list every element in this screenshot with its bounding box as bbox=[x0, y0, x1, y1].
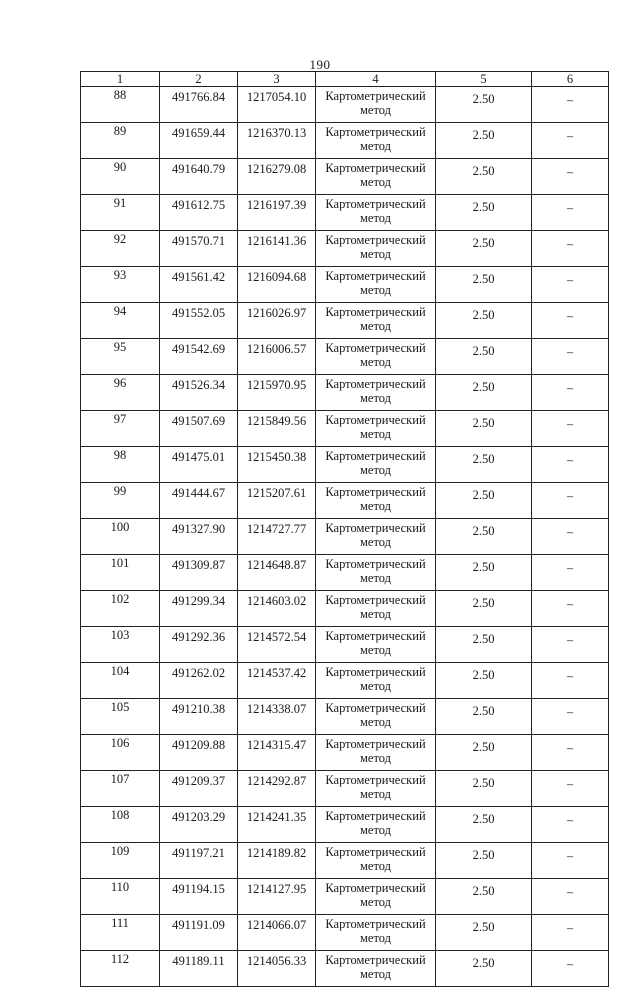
method-text: Картометрический bbox=[325, 809, 426, 823]
method-cell bbox=[316, 411, 436, 447]
page-number: 190 bbox=[309, 57, 331, 72]
y-coordinate-cell: 1215849.56 bbox=[238, 411, 316, 447]
method-cell bbox=[316, 483, 436, 519]
point-number-cell: 99 bbox=[81, 483, 160, 519]
method-text: Картометрический bbox=[325, 881, 426, 895]
method-text: метод bbox=[359, 319, 391, 333]
method-text: метод bbox=[359, 499, 391, 513]
method-text: метод bbox=[359, 463, 391, 477]
y-coordinate-cell: 1214056.33 bbox=[238, 951, 316, 987]
method-text: метод bbox=[359, 391, 391, 405]
point-number-cell: 98 bbox=[81, 447, 160, 483]
method-cell bbox=[316, 447, 436, 483]
accuracy-cell: 2.50 bbox=[436, 699, 532, 735]
method-cell bbox=[316, 627, 436, 663]
table-row bbox=[81, 123, 609, 159]
y-coordinate-cell: 1214727.77 bbox=[238, 519, 316, 555]
method-text: метод bbox=[359, 751, 391, 765]
table-header-row bbox=[81, 72, 609, 87]
x-coordinate-cell: 491612.75 bbox=[160, 195, 238, 231]
x-coordinate-cell: 491209.37 bbox=[160, 771, 238, 807]
table-row bbox=[81, 591, 609, 627]
accuracy-cell: 2.50 bbox=[436, 735, 532, 771]
y-coordinate-cell: 1216006.57 bbox=[238, 339, 316, 375]
point-number-cell: 94 bbox=[81, 303, 160, 339]
method-cell bbox=[316, 843, 436, 879]
method-cell bbox=[316, 771, 436, 807]
column-header: 4 bbox=[316, 72, 436, 87]
method-text: Картометрический bbox=[325, 197, 426, 211]
accuracy-cell: 2.50 bbox=[436, 843, 532, 879]
y-coordinate-cell: 1216141.36 bbox=[238, 231, 316, 267]
accuracy-cell: 2.50 bbox=[436, 303, 532, 339]
accuracy-cell: 2.50 bbox=[436, 807, 532, 843]
accuracy-cell: 2.50 bbox=[436, 915, 532, 951]
y-coordinate-cell: 1214537.42 bbox=[238, 663, 316, 699]
table-row bbox=[81, 411, 609, 447]
x-coordinate-cell: 491526.34 bbox=[160, 375, 238, 411]
note-cell: – bbox=[532, 483, 609, 519]
accuracy-cell: 2.50 bbox=[436, 447, 532, 483]
method-text: метод bbox=[359, 643, 391, 657]
point-number-cell: 109 bbox=[81, 843, 160, 879]
note-cell: – bbox=[532, 159, 609, 195]
point-number-cell: 105 bbox=[81, 699, 160, 735]
method-cell bbox=[316, 699, 436, 735]
method-cell bbox=[316, 303, 436, 339]
y-coordinate-cell: 1214338.07 bbox=[238, 699, 316, 735]
method-text: Картометрический bbox=[325, 377, 426, 391]
y-coordinate-cell: 1215450.38 bbox=[238, 447, 316, 483]
note-cell: – bbox=[532, 303, 609, 339]
note-cell: – bbox=[532, 375, 609, 411]
column-header: 2 bbox=[160, 72, 238, 87]
table-row bbox=[81, 771, 609, 807]
accuracy-cell: 2.50 bbox=[436, 375, 532, 411]
table-row bbox=[81, 303, 609, 339]
y-coordinate-cell: 1214066.07 bbox=[238, 915, 316, 951]
method-text: метод bbox=[359, 175, 391, 189]
method-text: метод bbox=[359, 535, 391, 549]
table-row bbox=[81, 951, 609, 987]
method-text: Картометрический bbox=[325, 845, 426, 859]
method-text: метод bbox=[359, 103, 391, 117]
method-text: метод bbox=[359, 139, 391, 153]
method-text: Картометрический bbox=[325, 125, 426, 139]
accuracy-cell: 2.50 bbox=[436, 411, 532, 447]
x-coordinate-cell: 491197.21 bbox=[160, 843, 238, 879]
point-number-cell: 107 bbox=[81, 771, 160, 807]
point-number-cell: 93 bbox=[81, 267, 160, 303]
x-coordinate-cell: 491327.90 bbox=[160, 519, 238, 555]
method-text: Картометрический bbox=[325, 89, 426, 103]
method-text: метод bbox=[359, 895, 391, 909]
point-number-cell: 101 bbox=[81, 555, 160, 591]
point-number-cell: 88 bbox=[81, 87, 160, 123]
method-text: Картометрический bbox=[325, 629, 426, 643]
column-header: 6 bbox=[532, 72, 609, 87]
x-coordinate-cell: 491191.09 bbox=[160, 915, 238, 951]
point-number-cell: 91 bbox=[81, 195, 160, 231]
point-number-cell: 102 bbox=[81, 591, 160, 627]
accuracy-cell: 2.50 bbox=[436, 555, 532, 591]
accuracy-cell: 2.50 bbox=[436, 591, 532, 627]
point-number-cell: 96 bbox=[81, 375, 160, 411]
table-row bbox=[81, 699, 609, 735]
method-text: метод bbox=[359, 427, 391, 441]
table-row bbox=[81, 807, 609, 843]
method-cell bbox=[316, 555, 436, 591]
note-cell: – bbox=[532, 879, 609, 915]
method-cell bbox=[316, 663, 436, 699]
y-coordinate-cell: 1214648.87 bbox=[238, 555, 316, 591]
method-text: Картометрический bbox=[325, 449, 426, 463]
method-text: метод bbox=[359, 931, 391, 945]
y-coordinate-cell: 1215970.95 bbox=[238, 375, 316, 411]
note-cell: – bbox=[532, 195, 609, 231]
method-text: Картометрический bbox=[325, 665, 426, 679]
table-row bbox=[81, 879, 609, 915]
column-header: 5 bbox=[436, 72, 532, 87]
accuracy-cell: 2.50 bbox=[436, 879, 532, 915]
note-cell: – bbox=[532, 411, 609, 447]
column-header: 3 bbox=[238, 72, 316, 87]
table-row bbox=[81, 735, 609, 771]
x-coordinate-cell: 491292.36 bbox=[160, 627, 238, 663]
x-coordinate-cell: 491507.69 bbox=[160, 411, 238, 447]
x-coordinate-cell: 491766.84 bbox=[160, 87, 238, 123]
method-cell bbox=[316, 879, 436, 915]
method-text: Картометрический bbox=[325, 485, 426, 499]
x-coordinate-cell: 491444.67 bbox=[160, 483, 238, 519]
note-cell: – bbox=[532, 591, 609, 627]
method-text: Картометрический bbox=[325, 521, 426, 535]
method-text: метод bbox=[359, 607, 391, 621]
table-row bbox=[81, 339, 609, 375]
accuracy-cell: 2.50 bbox=[436, 195, 532, 231]
method-cell bbox=[316, 87, 436, 123]
method-cell bbox=[316, 123, 436, 159]
method-text: Картометрический bbox=[325, 557, 426, 571]
note-cell: – bbox=[532, 951, 609, 987]
coordinates-table bbox=[80, 71, 609, 987]
y-coordinate-cell: 1214315.47 bbox=[238, 735, 316, 771]
x-coordinate-cell: 491309.87 bbox=[160, 555, 238, 591]
accuracy-cell: 2.50 bbox=[436, 627, 532, 663]
y-coordinate-cell: 1214292.87 bbox=[238, 771, 316, 807]
accuracy-cell: 2.50 bbox=[436, 951, 532, 987]
table-row bbox=[81, 87, 609, 123]
table-row bbox=[81, 627, 609, 663]
method-text: Картометрический bbox=[325, 161, 426, 175]
x-coordinate-cell: 491542.69 bbox=[160, 339, 238, 375]
point-number-cell: 100 bbox=[81, 519, 160, 555]
note-cell: – bbox=[532, 663, 609, 699]
method-cell bbox=[316, 735, 436, 771]
table-row bbox=[81, 159, 609, 195]
y-coordinate-cell: 1214189.82 bbox=[238, 843, 316, 879]
method-cell bbox=[316, 195, 436, 231]
point-number-cell: 111 bbox=[81, 915, 160, 951]
method-cell bbox=[316, 807, 436, 843]
table-row bbox=[81, 195, 609, 231]
note-cell: – bbox=[532, 915, 609, 951]
x-coordinate-cell: 491210.38 bbox=[160, 699, 238, 735]
point-number-cell: 92 bbox=[81, 231, 160, 267]
accuracy-cell: 2.50 bbox=[436, 159, 532, 195]
table-row bbox=[81, 663, 609, 699]
table-row bbox=[81, 843, 609, 879]
accuracy-cell: 2.50 bbox=[436, 339, 532, 375]
table-row bbox=[81, 267, 609, 303]
method-text: Картометрический bbox=[325, 953, 426, 967]
table-row bbox=[81, 231, 609, 267]
method-text: метод bbox=[359, 247, 391, 261]
method-text: Картометрический bbox=[325, 917, 426, 931]
x-coordinate-cell: 491189.11 bbox=[160, 951, 238, 987]
y-coordinate-cell: 1215207.61 bbox=[238, 483, 316, 519]
y-coordinate-cell: 1217054.10 bbox=[238, 87, 316, 123]
accuracy-cell: 2.50 bbox=[436, 519, 532, 555]
y-coordinate-cell: 1216279.08 bbox=[238, 159, 316, 195]
note-cell: – bbox=[532, 339, 609, 375]
method-cell bbox=[316, 519, 436, 555]
method-text: метод bbox=[359, 283, 391, 297]
point-number-cell: 108 bbox=[81, 807, 160, 843]
table-row bbox=[81, 915, 609, 951]
x-coordinate-cell: 491299.34 bbox=[160, 591, 238, 627]
note-cell: – bbox=[532, 807, 609, 843]
method-text: Картометрический bbox=[325, 737, 426, 751]
table-row bbox=[81, 375, 609, 411]
x-coordinate-cell: 491262.02 bbox=[160, 663, 238, 699]
method-text: Картометрический bbox=[325, 233, 426, 247]
x-coordinate-cell: 491194.15 bbox=[160, 879, 238, 915]
note-cell: – bbox=[532, 447, 609, 483]
table-row bbox=[81, 447, 609, 483]
point-number-cell: 110 bbox=[81, 879, 160, 915]
method-text: метод bbox=[359, 967, 391, 981]
method-cell bbox=[316, 591, 436, 627]
y-coordinate-cell: 1216026.97 bbox=[238, 303, 316, 339]
method-text: метод bbox=[359, 859, 391, 873]
y-coordinate-cell: 1214127.95 bbox=[238, 879, 316, 915]
y-coordinate-cell: 1214572.54 bbox=[238, 627, 316, 663]
x-coordinate-cell: 491209.88 bbox=[160, 735, 238, 771]
point-number-cell: 90 bbox=[81, 159, 160, 195]
x-coordinate-cell: 491203.29 bbox=[160, 807, 238, 843]
y-coordinate-cell: 1216197.39 bbox=[238, 195, 316, 231]
y-coordinate-cell: 1214603.02 bbox=[238, 591, 316, 627]
point-number-cell: 106 bbox=[81, 735, 160, 771]
point-number-cell: 112 bbox=[81, 951, 160, 987]
method-cell bbox=[316, 267, 436, 303]
method-text: метод bbox=[359, 679, 391, 693]
accuracy-cell: 2.50 bbox=[436, 231, 532, 267]
method-cell bbox=[316, 339, 436, 375]
x-coordinate-cell: 491561.42 bbox=[160, 267, 238, 303]
x-coordinate-cell: 491552.05 bbox=[160, 303, 238, 339]
method-text: метод bbox=[359, 823, 391, 837]
method-text: Картометрический bbox=[325, 773, 426, 787]
note-cell: – bbox=[532, 771, 609, 807]
y-coordinate-cell: 1216370.13 bbox=[238, 123, 316, 159]
note-cell: – bbox=[532, 627, 609, 663]
method-text: Картометрический bbox=[325, 341, 426, 355]
table-body bbox=[81, 87, 609, 987]
method-cell bbox=[316, 231, 436, 267]
method-text: метод bbox=[359, 715, 391, 729]
point-number-cell: 95 bbox=[81, 339, 160, 375]
note-cell: – bbox=[532, 87, 609, 123]
method-cell bbox=[316, 375, 436, 411]
method-text: метод bbox=[359, 355, 391, 369]
accuracy-cell: 2.50 bbox=[436, 123, 532, 159]
accuracy-cell: 2.50 bbox=[436, 87, 532, 123]
x-coordinate-cell: 491640.79 bbox=[160, 159, 238, 195]
accuracy-cell: 2.50 bbox=[436, 771, 532, 807]
method-cell bbox=[316, 951, 436, 987]
note-cell: – bbox=[532, 555, 609, 591]
method-text: Картометрический bbox=[325, 413, 426, 427]
note-cell: – bbox=[532, 231, 609, 267]
note-cell: – bbox=[532, 735, 609, 771]
method-text: Картометрический bbox=[325, 305, 426, 319]
y-coordinate-cell: 1216094.68 bbox=[238, 267, 316, 303]
method-text: Картометрический bbox=[325, 701, 426, 715]
table-row bbox=[81, 555, 609, 591]
method-text: метод bbox=[359, 571, 391, 585]
point-number-cell: 97 bbox=[81, 411, 160, 447]
note-cell: – bbox=[532, 843, 609, 879]
x-coordinate-cell: 491475.01 bbox=[160, 447, 238, 483]
y-coordinate-cell: 1214241.35 bbox=[238, 807, 316, 843]
method-text: метод bbox=[359, 787, 391, 801]
method-cell bbox=[316, 159, 436, 195]
method-text: метод bbox=[359, 211, 391, 225]
x-coordinate-cell: 491570.71 bbox=[160, 231, 238, 267]
accuracy-cell: 2.50 bbox=[436, 267, 532, 303]
note-cell: – bbox=[532, 123, 609, 159]
accuracy-cell: 2.50 bbox=[436, 663, 532, 699]
table-row bbox=[81, 483, 609, 519]
note-cell: – bbox=[532, 699, 609, 735]
method-text: Картометрический bbox=[325, 269, 426, 283]
point-number-cell: 104 bbox=[81, 663, 160, 699]
column-header: 1 bbox=[81, 72, 160, 87]
note-cell: – bbox=[532, 519, 609, 555]
point-number-cell: 89 bbox=[81, 123, 160, 159]
method-text: Картометрический bbox=[325, 593, 426, 607]
accuracy-cell: 2.50 bbox=[436, 483, 532, 519]
method-cell bbox=[316, 915, 436, 951]
x-coordinate-cell: 491659.44 bbox=[160, 123, 238, 159]
note-cell: – bbox=[532, 267, 609, 303]
table-row bbox=[81, 519, 609, 555]
point-number-cell: 103 bbox=[81, 627, 160, 663]
